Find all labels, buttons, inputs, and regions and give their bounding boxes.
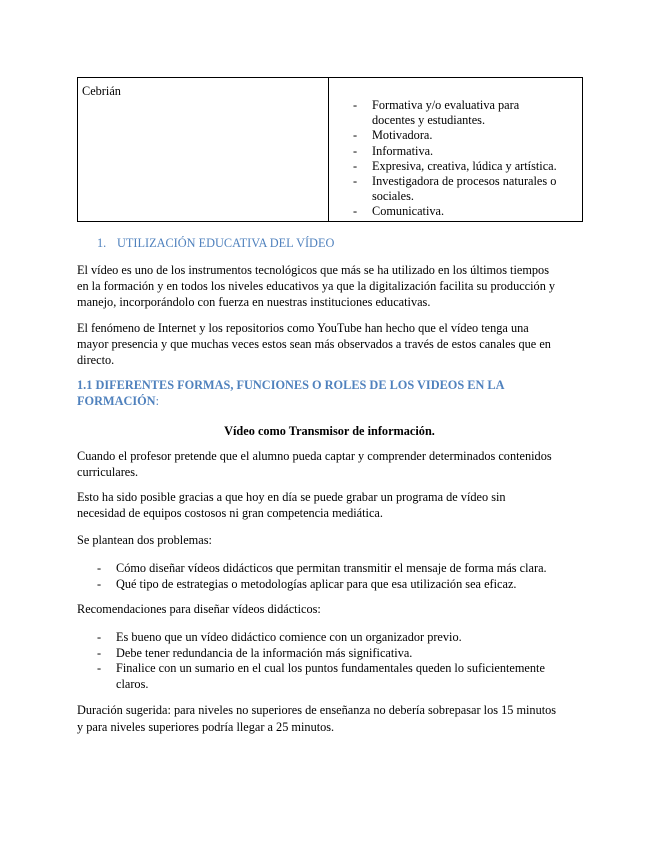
paragraph bbox=[77, 449, 582, 481]
section-heading-1-1 bbox=[77, 377, 617, 409]
paragraph-line: Esto ha sido posible gracias a que hoy en día se puede grabar un programa de vídeo sin bbox=[77, 490, 506, 504]
bullet-dash: - bbox=[353, 204, 358, 219]
list-item-line: docentes y estudiantes. bbox=[372, 113, 486, 128]
list-item-text bbox=[372, 174, 556, 204]
list-item-line: Comunicativa. bbox=[372, 204, 445, 219]
list-item-text bbox=[116, 630, 462, 646]
list-item-text bbox=[372, 98, 519, 128]
list-item bbox=[353, 144, 557, 159]
bullet-dash: - bbox=[353, 174, 358, 189]
list-item bbox=[97, 576, 582, 592]
list-item-text bbox=[116, 576, 517, 592]
list-item-line: Informativa. bbox=[372, 143, 434, 158]
problems-list bbox=[97, 560, 582, 592]
section-title: UTILIZACIÓN EDUCATIVA DEL VÍDEO bbox=[117, 236, 335, 250]
paragraph bbox=[77, 490, 582, 522]
list-item bbox=[353, 204, 557, 219]
list-item-text bbox=[372, 128, 432, 143]
list-item-text bbox=[116, 661, 545, 692]
bullet-dash: - bbox=[353, 158, 358, 173]
bullet-dash: - bbox=[97, 645, 102, 660]
bullet-dash: - bbox=[353, 128, 358, 143]
list-item-line: Investigadora de procesos naturales o bbox=[372, 174, 557, 189]
list-item bbox=[353, 174, 557, 204]
paragraph-line: Recomendaciones para diseñar vídeos didácticos: bbox=[77, 602, 321, 616]
list-item-text bbox=[372, 204, 444, 219]
list-item-text bbox=[372, 144, 433, 159]
paragraph bbox=[77, 602, 582, 618]
functions-table bbox=[77, 77, 583, 222]
list-item bbox=[353, 98, 557, 128]
list-item-line: Expresiva, creativa, lúdica y artística. bbox=[372, 158, 557, 173]
list-item bbox=[97, 646, 582, 662]
subheading: Vídeo como Transmisor de información. bbox=[224, 424, 435, 438]
bullet-dash: - bbox=[353, 143, 358, 158]
paragraph-line: directo. bbox=[77, 352, 115, 367]
recommendations-list bbox=[97, 630, 582, 692]
paragraph-line: Cuando el profesor pretende que el alumno pueda captar y comprender determinados contenidos bbox=[77, 449, 552, 463]
paragraph-line: y para niveles superiores podría llegar a 25 minutos. bbox=[77, 719, 335, 734]
list-item-line: Motivadora. bbox=[372, 128, 433, 143]
list-item-line: sociales. bbox=[372, 189, 415, 204]
section-number: 1. bbox=[97, 236, 107, 250]
list-item-line: claros. bbox=[116, 676, 149, 691]
bullet-dash: - bbox=[97, 661, 102, 675]
paragraph-line: manejo, incorporándolo con fuerza en nuestras instituciones educativas. bbox=[77, 294, 431, 309]
paragraph-line: El vídeo es uno de los instrumentos tecnológicos que más se ha utilizado en los últimos tiempos bbox=[77, 263, 549, 277]
list-item-text bbox=[372, 159, 557, 174]
table-cell-author bbox=[78, 78, 329, 221]
list-item bbox=[97, 560, 582, 576]
bullet-dash: - bbox=[97, 561, 102, 575]
list-item-line: Debe tener redundancia de la información más significativa. bbox=[116, 645, 413, 660]
list-item-line: Cómo diseñar vídeos didácticos que permitan transmitir el mensaje de forma más clara. bbox=[116, 561, 547, 575]
list-item bbox=[97, 630, 582, 646]
list-item-text bbox=[116, 646, 412, 662]
paragraph-line: mayor presencia y que muchas veces estos sean más observados a través de estos canales que en bbox=[77, 336, 551, 351]
list-item-line: Es bueno que un vídeo didáctico comience con un organizador previo. bbox=[116, 630, 462, 644]
paragraph-line: curriculares. bbox=[77, 464, 139, 479]
bullet-dash: - bbox=[353, 98, 358, 112]
list-item-line: Formativa y/o evaluativa para bbox=[372, 98, 520, 112]
list-item-line: Finalice con un sumario en el cual los puntos fundamentales queden lo suficientemente bbox=[116, 661, 545, 675]
paragraph bbox=[77, 321, 582, 368]
paragraph-line: Duración sugerida: para niveles no superiores de enseñanza no debería sobrepasar los 15 minutos bbox=[77, 703, 557, 717]
paragraph-line: Se plantean dos problemas: bbox=[77, 533, 212, 547]
bullet-dash: - bbox=[97, 577, 102, 591]
paragraph-line: El fenómeno de Internet y los repositorios como YouTube han hecho que el vídeo tenga una bbox=[77, 321, 529, 335]
paragraph bbox=[77, 533, 582, 549]
functions-list bbox=[353, 98, 557, 220]
section-heading-colon: : bbox=[155, 394, 159, 408]
list-item bbox=[353, 159, 557, 174]
paragraph bbox=[77, 702, 582, 735]
section-heading-1 bbox=[97, 235, 334, 251]
section-heading-text: FORMACIÓN bbox=[77, 394, 156, 408]
bullet-dash: - bbox=[97, 630, 102, 644]
table-cell-author-text: Cebrián bbox=[82, 84, 121, 98]
paragraph bbox=[77, 263, 582, 310]
table-cell-functions bbox=[329, 78, 582, 221]
section-heading-line-2 bbox=[77, 393, 617, 409]
list-item-text bbox=[116, 560, 547, 576]
list-item-line: Qué tipo de estrategias o metodologías aplicar para que esa utilización sea eficaz. bbox=[116, 577, 517, 591]
paragraph-line: en la formación y en todos los niveles educativos ya que la digitalización facilita su producción y bbox=[77, 278, 556, 293]
list-item bbox=[353, 128, 557, 143]
paragraph-line: necesidad de equipos costosos ni gran competencia mediática. bbox=[77, 505, 383, 520]
list-item bbox=[97, 661, 582, 692]
section-heading-line: 1.1 DIFERENTES FORMAS, FUNCIONES O ROLES DE LOS VIDEOS EN LA bbox=[77, 378, 505, 392]
